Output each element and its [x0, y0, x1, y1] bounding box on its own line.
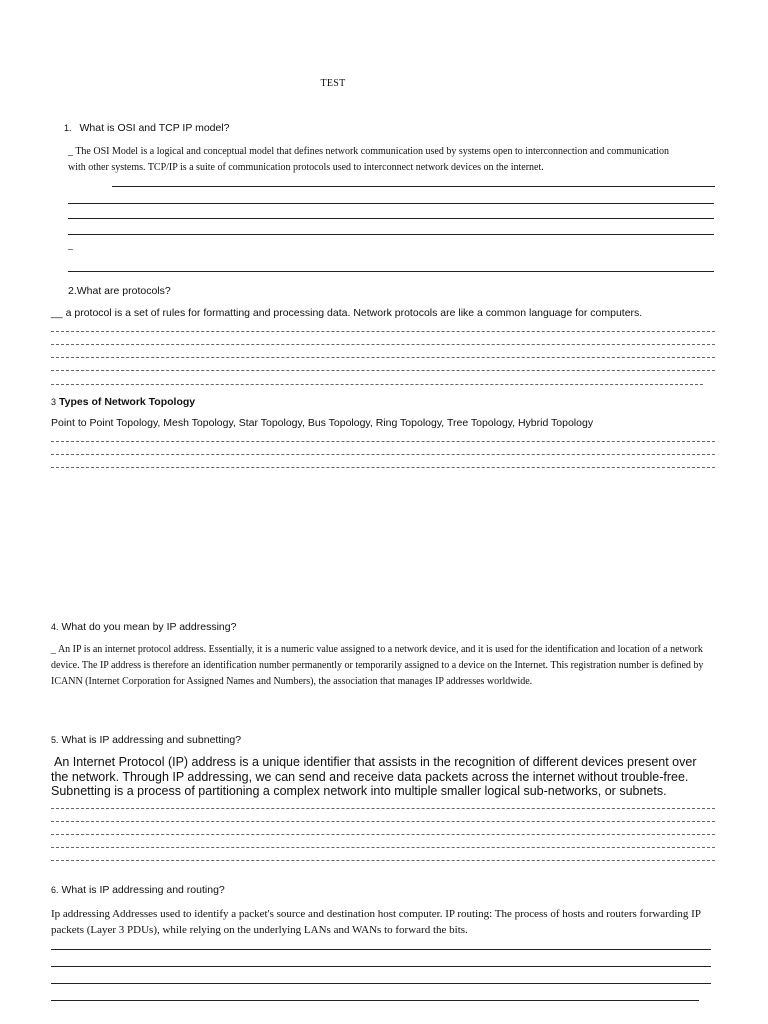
answer-line	[51, 441, 715, 442]
answer-line	[51, 344, 715, 345]
answer-6: Ip addressing Addresses used to identify a packet's source and destination host computer. IP routing: The process of hosts and routers forwarding IP packets (Layer 3 PDUs), while relying on the underlying LANs and WANs to forward the bits.	[51, 908, 701, 936]
question-number: 5.	[51, 735, 59, 745]
answer-line	[51, 834, 715, 835]
answer-line	[51, 454, 715, 455]
answer-line	[68, 271, 714, 272]
stray-mark: _	[68, 240, 73, 251]
answer-line	[68, 218, 714, 219]
answer-line	[51, 966, 711, 967]
question-text: What is IP addressing and routing?	[61, 884, 225, 896]
question-6	[51, 884, 225, 896]
answer-line	[51, 370, 715, 371]
question-number: 3	[51, 397, 57, 407]
question-text: Types of Network Topology	[59, 396, 196, 408]
question-number: 1.	[64, 123, 72, 133]
answer-line	[51, 847, 715, 848]
answer-line	[51, 384, 703, 385]
answer-line	[51, 1000, 699, 1001]
question-1	[64, 122, 230, 134]
answer-1: _ The OSI Model is a logical and conceptual model that defines network communication used by systems open to interconnection and communication with other systems. TCP/IP is a suite of communication protocols used to interconnect network devices on the internet.	[68, 146, 670, 173]
question-4	[51, 621, 236, 633]
question-2: 2.What are protocols?	[68, 285, 171, 297]
answer-line	[51, 983, 711, 984]
question-text: What is IP addressing and subnetting?	[61, 734, 242, 746]
answer-line	[51, 821, 715, 822]
answer-line	[51, 949, 711, 950]
question-3	[51, 396, 195, 408]
answer-5-part-2: Subnetting is a process of partitioning a complex network into multiple smaller logical sub-networks, or subnets.	[51, 784, 667, 798]
question-5	[51, 734, 241, 746]
answer-line	[51, 331, 715, 332]
answer-line	[68, 203, 714, 204]
answer-line	[51, 357, 715, 358]
answer-line	[112, 186, 715, 187]
answer-line	[51, 467, 715, 468]
answer-4: _ An IP is an internet protocol address. Essentially, it is a numeric value assigned to a network device, and it is used for the identification and location of a network device. The IP address is therefore an identification number permanently or temporarily assigned to a device on the Internet. This registration number is defined by ICANN (Internet Corporation for Assigned Names and Numbers), the association that manages IP addresses worldwide.	[51, 644, 704, 687]
question-number: 4.	[51, 622, 59, 632]
answer-3: Point to Point Topology, Mesh Topology, Star Topology, Bus Topology, Ring Topology, Tree Topology, Hybrid Topology	[51, 417, 594, 429]
question-text: What do you mean by IP addressing?	[61, 621, 237, 633]
answer-line	[51, 860, 715, 861]
answer-line	[51, 808, 715, 809]
answer-2: __ a protocol is a set of rules for formatting and processing data. Network protocols are like a common language for computers.	[51, 307, 643, 319]
answer-5-part-1: An Internet Protocol (IP) address is a unique identifier that assists in the recognition of different devices present over the network. Through IP addressing, we can send and receive data packets across the internet without trouble-free.	[51, 755, 697, 784]
question-text: What is OSI and TCP IP model?	[79, 122, 230, 134]
document-title: TEST	[320, 78, 346, 89]
question-number: 6.	[51, 885, 59, 895]
answer-line	[68, 234, 714, 235]
